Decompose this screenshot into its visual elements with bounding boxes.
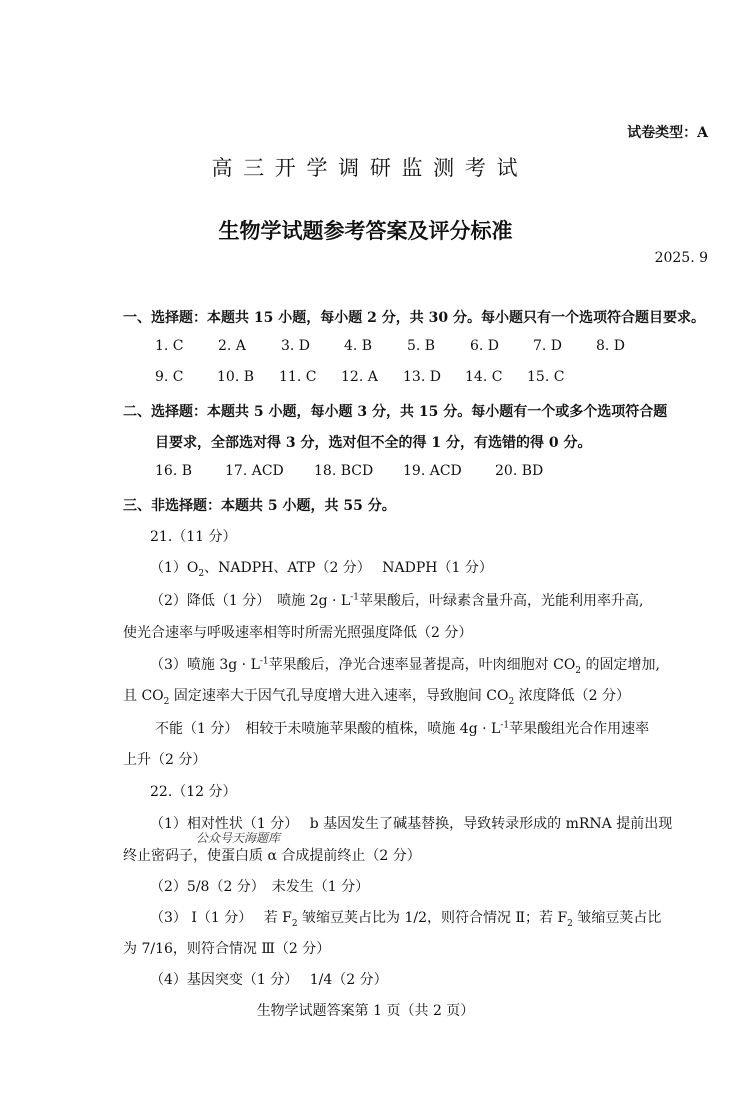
answer-item: 7. D [533, 338, 563, 354]
q22-title: 22.（12 分） [150, 784, 237, 800]
answer-item: 10. B [217, 369, 255, 385]
q22-part-1-line-2: 终止密码子，使蛋白质 α 合成提前终止（2 分） [123, 848, 421, 864]
answer-item: 11. C [279, 369, 317, 385]
section-1-heading: 一、选择题：本题共 15 小题，每小题 2 分，共 30 分。每小题只有一个选项符合题目要求。 [123, 310, 705, 326]
answer-item: 16. B [155, 463, 193, 479]
answer-item: 6. D [470, 338, 500, 354]
answer-item: 4. B [344, 338, 373, 354]
answer-item: 8. D [596, 338, 626, 354]
answer-item: 20. BD [495, 463, 544, 479]
answer-item: 3. D [281, 338, 311, 354]
answer-item: 17. ACD [225, 463, 284, 479]
q22-part-2: （2）5/8（2 分） 未发生（1 分） [150, 879, 370, 895]
answer-item: 14. C [465, 369, 503, 385]
answer-item: 15. C [527, 369, 565, 385]
watermark: 公众号天海题库 [196, 831, 281, 845]
exam-title: 高 三 开 学 调 研 监 测 考 试 [211, 156, 520, 180]
q21-part-3-line-1: （3）喷施 $3g \cdot L^{-1}$苹果酸后，净光合速率显著提高，叶肉细胞对 $CO_2$ 的固定增加, [150, 656, 660, 676]
answer-item: 5. B [407, 338, 436, 354]
answer-item: 18. BCD [314, 463, 374, 479]
paper-type-label: 试卷类型：A [627, 125, 708, 141]
q22-part-3-line-2: 为 7/16，则符合情况 Ⅲ（2 分） [123, 941, 331, 957]
answer-item: 12. A [341, 369, 378, 385]
answer-item: 9. C [155, 369, 184, 385]
answer-item: 13. D [403, 369, 441, 385]
q21-part-4-line-1: 不能（1 分） 相较于未喷施苹果酸的植株，喷施 $4g \cdot L^{-1}$苹果酸组光合作用速率 [155, 720, 650, 737]
exam-date: 2025. 9 [654, 250, 708, 266]
answer-item: 1. C [155, 338, 184, 354]
answer-item: 2. A [218, 338, 246, 354]
section-2-heading-line-1: 二、选择题：本题共 5 小题，每小题 3 分，共 15 分。每小题有一个或多个选项符合题 [123, 404, 668, 420]
section-3-heading: 三、非选择题：本题共 5 小题，共 55 分。 [123, 498, 396, 514]
q21-part-4-line-2: 上升（2 分） [123, 752, 207, 768]
section-1-answers-row-1 [155, 338, 625, 354]
q22-part-1-line-1: （1）相对性状（1 分） b 基因发生了碱基替换，导致转录形成的 mRNA 提前出现 [150, 816, 673, 832]
subject-title: 生物学试题参考答案及评分标准 [218, 218, 513, 243]
page-footer: 生物学试题答案第 1 页（共 2 页） [256, 1003, 475, 1019]
q21-part-3-line-2: 且 $CO_2$ 固定速率大于因气孔导度增大进入速率，导致胞间 $CO_2$ 浓度降低（2 分） [123, 688, 631, 707]
q21-part-2-line-2: 使光合速率与呼吸速率相等时所需光照强度降低（2 分） [123, 625, 473, 641]
q22-part-4: （4）基因突变（1 分） 1/4（2 分） [150, 972, 388, 988]
q21-part-1: $(1)O_2$、NADPH、ATP（2 分） NADPH（1 分） [150, 560, 493, 579]
q22-part-3-line-1: （3） Ⅰ（1 分） 若 $F_2$ 皱缩豆荚占比为 1/2，则符合情况 Ⅱ；若 $F_2$ 皱缩豆荚占比 [150, 910, 662, 929]
q21-part-2-line-1: （2）降低（1 分） 喷施 $2g \cdot L^{-1}$苹果酸后，叶绿素含量升高，光能利用率升高, [150, 592, 644, 609]
section-2-heading-line-2: 目要求，全部选对得 3 分，选对但不全的得 1 分，有选错的得 0 分。 [155, 435, 592, 451]
section-2-answers [155, 463, 543, 479]
section-1-answers-row-2 [155, 369, 564, 385]
answer-item: 19. ACD [403, 463, 462, 479]
q21-title: 21.（11 分） [150, 529, 237, 545]
